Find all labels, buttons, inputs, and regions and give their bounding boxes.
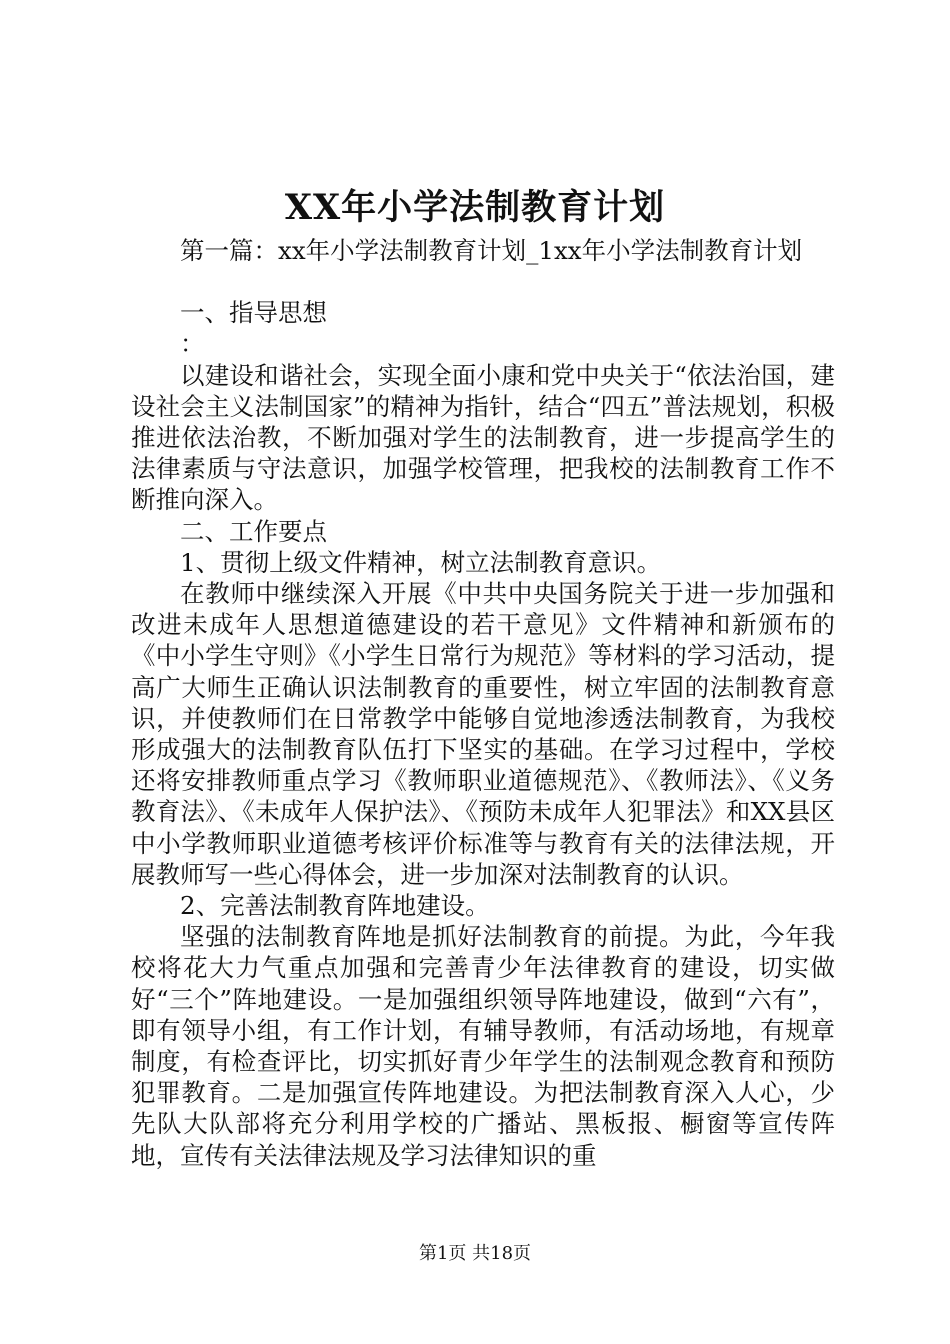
section-heading-guiding-ideology: 一、指导思想 [180,298,327,328]
document-body [131,235,835,1171]
paragraph-point-1: 在教师中继续深入开展《中共中央国务院关于进一步加强和改进未成年人思想道德建设的若干意见》文件精神和新颁布的《中小学生守则》《小学生日常行为规范》等材料的学习活动，提高广大师生正确认识法制教育的重要性，树立牢固的法制教育意识，并使教师们在日常教学中能够自觉地渗透法制教育，为我校形成强大的法制教育队伍打下坚实的基础。在学习过程中，学校还将安排教师重点学习《教师职业道德规范》、《教师法》、《义务教育法》、《未成年人保护法》、《预防未成年人犯罪法》和XX县区中小学教师职业道德考核评价标准等与教育有关的法律法规，开展教师写一些心得体会，进一步加深对法制教育的认识。 [131,579,835,889]
point-heading-2: 2、完善法制教育阵地建设。 [180,891,490,921]
page-title: XX年小学法制教育计划 [284,187,666,228]
point-heading-1: 1、贯彻上级文件精神，树立法制教育意识。 [180,547,662,577]
paragraph-point-2: 坚强的法制教育阵地是抓好法制教育的前提。为此，今年我校将花大力气重点加强和完善青少年法律教育的建设，切实做好“三个”阵地建设。一是加强组织领导阵地建设，做到“六有”，即有领导小组，有工作计划，有辅导教师，有活动场地，有规章制度，有检查评比，切实抓好青少年学生的法制观念教育和预防犯罪教育。二是加强宣传阵地建设。为把法制教育深入人心，少先队大队部将充分利用学校的广播站、黑板报、橱窗等宣传阵地，宣传有关法律法规及学习法律知识的重 [131,922,835,1170]
spacer [131,266,835,297]
colon-mark: ： [180,329,205,359]
document-subtitle: 第一篇：xx年小学法制教育计划_1xx年小学法制教育计划 [180,236,803,265]
section-heading-work-points: 二、工作要点 [180,516,327,546]
paragraph-guiding-ideology: 以建设和谐社会，实现全面小康和党中央关于“依法治国，建设社会主义法制国家”的精神为指针，结合“四五”普法规划，积极推进依法治教，不断加强对学生的法制教育，进一步提高学生的法律素质与守法意识，加强学校管理，把我校的法制教育工作不断推向深入。 [131,360,835,515]
page-footer: 第1页 共18页 [418,1243,532,1264]
